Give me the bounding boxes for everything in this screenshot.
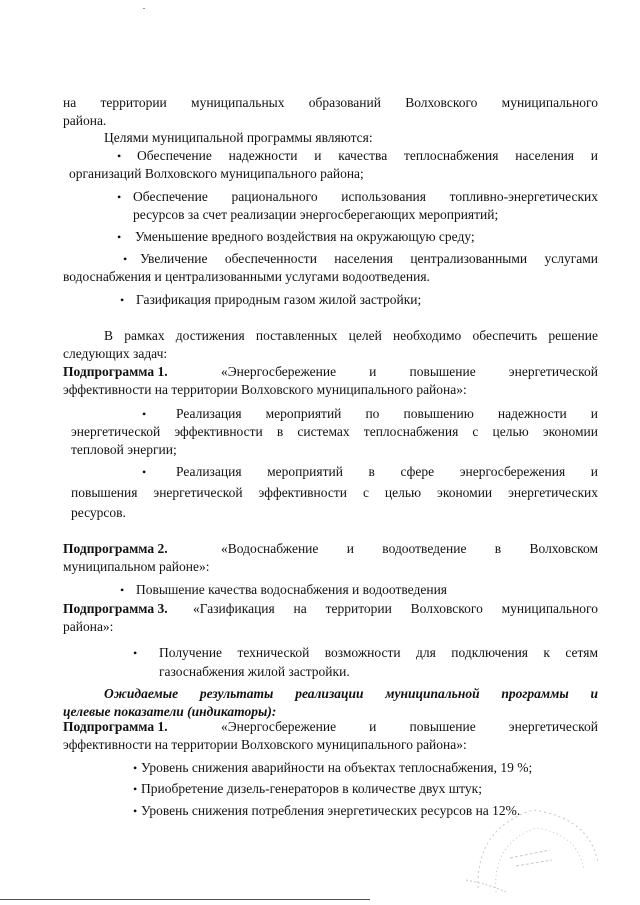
bullet-icon: • [120, 293, 125, 307]
goal-item-1-line-2: организаций Волховского муниципального района; [69, 166, 364, 181]
bullet-icon: • [142, 407, 147, 421]
goal-item-1-line-1: Обеспечение надежности и качества теплоснабжения населения и [137, 148, 598, 163]
goal-item-3-line-1: Уменьшение вредного воздействия на окружающую среду; [135, 229, 475, 244]
sub1-item-1-line-3: тепловой энергии; [71, 442, 177, 457]
goal-item-4-line-1: Увеличение обеспеченности населения централизованными услугами [140, 251, 598, 266]
goal-item-2-line-1: Обеспечение рационального использования топливно-энергетических [133, 189, 598, 204]
bullet-icon: • [133, 782, 138, 796]
sub1-item-2-line-1: Реализация мероприятий в сфере энергосбережения и [176, 464, 598, 479]
sub1-label: Подпрограмма 1. [63, 364, 168, 379]
bullet-icon: • [120, 583, 125, 597]
sub1-item-1-line-2: энергетической эффективности в системах теплоснабжения с целью экономии [71, 424, 598, 439]
bullet-icon: • [123, 252, 128, 266]
results-item-3: Уровень снижения потребления энергетических ресурсов на 12%. [141, 803, 521, 818]
bullet-icon: • [117, 230, 122, 244]
sub3-title-line-2: района»: [63, 619, 114, 634]
tasks-intro-line-2: следующих задач: [63, 346, 168, 361]
sub3-title-line-1: «Газификация на территории Волховского муниципального [193, 601, 598, 616]
results-heading-line-2: целевые показатели (индикаторы): [63, 704, 277, 719]
seal-stamp-icon [458, 788, 608, 898]
sub1-title-line-1: «Энергосбережение и повышение энергетической [221, 364, 598, 379]
results-sub-title-line-2: эффективности на территории Волховского муниципального района»: [63, 737, 467, 752]
results-sub-label: Подпрограмма 1. [63, 719, 168, 734]
sub2-title-line-2: муниципальном районе»: [63, 559, 210, 574]
bullet-icon: • [117, 149, 122, 163]
scan-speck [143, 8, 145, 9]
sub3-item-1-line-1: Получение технической возможности для подключения к сетям [159, 645, 598, 660]
sub1-item-1-line-1: Реализация мероприятий по повышению надежности и [176, 406, 598, 421]
bullet-icon: • [117, 190, 122, 204]
goal-item-2-line-2: ресурсов за счет реализации энергосберегающих мероприятий; [133, 207, 499, 222]
sub1-title-line-2: эффективности на территории Волховского муниципального района»: [63, 382, 467, 397]
sub2-item-1-line-1: Повышение качества водоснабжения и водоотведения [136, 582, 448, 597]
results-item-1: Уровень снижения аварийности на объектах теплоснабжения, 19 %; [141, 760, 533, 775]
intro-line-2: района. [63, 113, 107, 128]
bullet-icon: • [133, 761, 138, 775]
results-heading-line-1: Ожидаемые результаты реализации муниципальной программы и [104, 686, 598, 701]
goals-heading: Целями муниципальной программы являются: [104, 130, 373, 145]
intro-line-1: на территории муниципальных образований Волховского муниципального [63, 95, 598, 110]
sub3-item-1-line-2: газоснабжения жилой застройки. [159, 664, 350, 679]
bullet-icon: • [142, 465, 147, 479]
results-item-2: Приобретение дизель-генераторов в количестве двух штук; [141, 781, 482, 796]
sub1-item-2-line-2: повышения энергетической эффективности с целью экономии энергетических [71, 485, 598, 500]
bullet-icon: • [133, 646, 138, 660]
goal-item-5-line-1: Газификация природным газом жилой застройки; [136, 292, 422, 307]
sub1-item-2-line-3: ресурсов. [71, 505, 126, 520]
sub3-label: Подпрограмма 3. [63, 601, 168, 616]
tasks-intro-line-1: В рамках достижения поставленных целей необходимо обеспечить решение [104, 328, 598, 343]
sub2-label: Подпрограмма 2. [63, 541, 168, 556]
goal-item-4-line-2: водоснабжения и централизованными услугами водоотведения. [63, 269, 430, 284]
sub2-title-line-1: «Водоснабжение и водоотведение в Волховском [221, 541, 598, 556]
bullet-icon: • [133, 804, 138, 818]
footer-rule [0, 899, 370, 900]
results-sub-title-line-1: «Энергосбережение и повышение энергетической [221, 719, 598, 734]
